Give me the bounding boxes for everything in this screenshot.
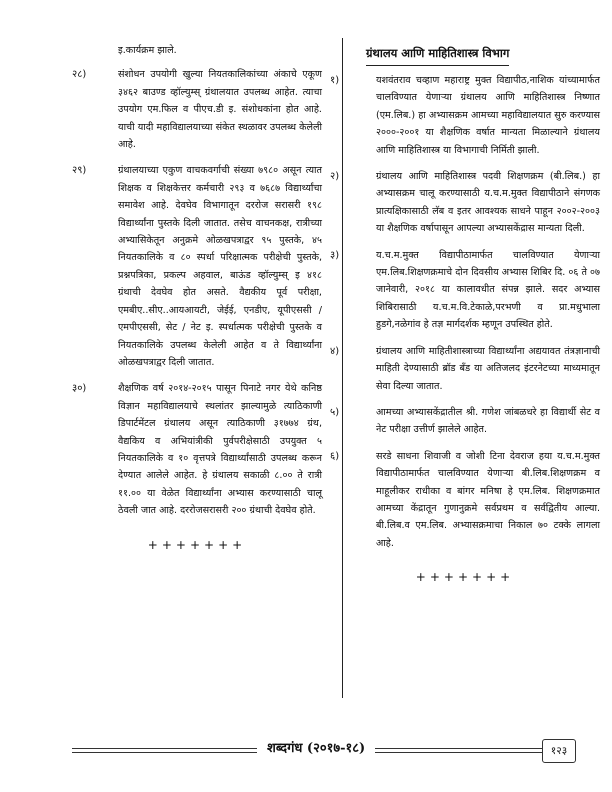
item-number: २९): [72, 165, 87, 177]
right-column: [330, 42, 600, 584]
item-text: ग्रंथालय आणि माहितिशास्त्र पदवी शिक्षणक्रम (बी.लिब.) हा अभ्यासक्रम चालू करण्यासाठी य.च.म.मुक्त विद्यापीठाने संगणक प्रात्यक्षिकासाठी लॅब व इतर आवश्यक साधने पाहून २००२-२००३ या शैक्षणिक वर्षापासून आपल्या अभ्यासकेंद्रास मान्यता दिली.: [376, 171, 600, 235]
section-title: ग्रंथालय आणि माहितिशास्त्र विभाग: [366, 46, 509, 66]
list-item: [330, 404, 600, 439]
item-text: संशोधन उपयोगी खुल्या नियतकालिकांच्या अंकाचे एकूण ३४६२ बाउण्ड व्हॉल्युम्स् ग्रंथालयात उपलब्ध आहेत. त्याचा उपयोग एम.फिल व पीएच.डी इ. संशोधकांना होत आहे. याची यादी महाविद्यालयाच्या संकेत स्थळावर उपलब्ध केलेली आहे.: [118, 69, 322, 151]
list-item: [330, 72, 600, 159]
item-number: ४): [330, 345, 340, 357]
list-item: [72, 380, 322, 519]
list-item: [330, 168, 600, 238]
item-text: सरडे साधना शिवाजी व जोशी टिना देवराज हया य.च.म.मुक्त विद्यापीठामार्फत चालविण्यात येणाऱ्या बी.लिब.शिक्षणक्रम व माहूलीकर राधीका व बांगर मनिषा हे एम.लिब. शिक्षणक्रमात आमच्या केंद्रातून गुणानुक्रमे सर्वप्रथम व सर्वद्वितीय आल्या. बी.लिब.व एम.लिब. अभ्यासक्रमाचा निकाल ७० टक्के लागला आहे.: [376, 450, 600, 549]
item-number: २८): [72, 69, 87, 81]
footer-title: शब्दगंध (२०१७-१८): [257, 738, 375, 756]
section-end-stars: +++++++: [147, 537, 247, 552]
section-end-stars: +++++++: [415, 570, 515, 585]
list-item: [330, 343, 600, 395]
item-text: यशवंतराव चव्हाण महाराष्ट्र मुक्त विद्यापीठ,नाशिक यांच्यामार्फत चालविण्यात येणाऱ्या ग्रंथालय आणि माहितिशास्त्र निष्णात (एम.लिब.) हा अभ्यासक्रम आमच्या महाविद्यालयात सुरु करण्यास २०००-२००१ या शैक्षणिक वर्षात मान्यता मिळाल्याने ग्रंथालय आणि माहितिशास्त्र या विभागाची निर्मिती झाली.: [376, 75, 600, 156]
item-number: १): [330, 75, 340, 86]
page-footer: [72, 738, 570, 764]
list-item: [330, 448, 600, 552]
list-item: [330, 247, 600, 334]
page-number: १२३: [542, 739, 576, 763]
item-text: ग्रंथालय आणि माहितीशास्त्राच्या विद्यार्थ्यांना अद्ययावत तंत्रज्ञानाची माहिती देण्यासाठी ब्रॉड बँड या अतिजलद इंटरनेटच्या माध्यमातून सेवा दिल्या जातात.: [376, 345, 600, 392]
item-number: ५): [330, 406, 340, 418]
item-number: ३०): [72, 383, 87, 395]
list-item: [72, 162, 322, 371]
left-continuation-text: इ.कार्यक्रम झाले.: [118, 45, 177, 56]
left-column: [72, 42, 322, 552]
item-number: ६): [330, 450, 340, 462]
item-text: आमच्या अभ्यासकेंद्रातील श्री. गणेश जांबळधरे हा विद्यार्थी सेट व नेट परीक्षा उत्तीर्ण झालेले आहेत.: [376, 406, 600, 436]
list-item: [72, 66, 322, 153]
item-text: य.च.म.मुक्त विद्यापीठामार्फत चालविण्यात येणाऱ्या एम.लिब.शिक्षणक्रमाचे दोन दिवसीय अभ्यास शिबिर दि. ०६ ते ०७ जानेवारी, २०१८ या कालावधीत संपन्न झाले. सदर अभ्यास शिबिरासाठी य.च.म.वि.टेकाळे,परभणी व प्रा.मधुभाला हुडगे,नळेगांव हे तज्ञ मार्गदर्शक म्हणून उपस्थित होते.: [376, 249, 600, 331]
item-text: ग्रंथालयाच्या एकुण वाचकवर्गाची संख्या ७९८० असून त्यात शिक्षक व शिक्षकेत्तर कर्मचारी २९३ व ७६८७ विद्यार्थ्यांचा समावेश आहे. देवघेव विभागातून दररोज सरासरी १९८ विद्यार्थ्यांना पुस्तके दिली जातात. तसेच वाचनकक्ष, रात्रीच्या अभ्यासिकेतून अनुक्रमे ओळखपत्राद्वर ९५ पुस्तके, ४५ नियतकालिके व ८० स्पर्धा परिक्षात्मक परीक्षेची पुस्तके, प्रश्नपत्रिका, प्रकल्प अहवाल, बाऊंड व्हॉल्युम्स् इ ४१८ ग्रंथाची देवघेव होत असते. वैद्यकीय पूर्व परीक्षा, एमबीए..सीए..आयआयटी, जेईई, एनडीए, यूपीएससी /एमपीएससी, सेट / नेट इ. स्पर्धात्मक परीक्षेची पुस्तके व नियतकालिके उपलब्ध केलेली आहेत व ते विद्यार्थ्यांना ओळखपत्राद्वर दिली जातात.: [118, 165, 322, 368]
item-number: ३): [330, 249, 340, 261]
item-number: २): [330, 171, 340, 183]
item-text: शैक्षणिक वर्ष २०१४-२०१५ पासून पिनाटे नगर येथे कनिष्ठ विज्ञान महाविद्यालयाचे स्थलांतर झाल्यामुळे त्याठिकाणी डिपार्टमेंटल ग्रंथालय असून त्याठिकाणी ३१७७४ ग्रंथ, वैद्यकिय व अभियांत्रीकी पुर्वपरीक्षेसाठी उपयुक्त ५ नियतकालिके व १० वृत्तपत्रे विद्यार्थ्यांसाठी उपलब्ध करून देण्यात आलेले आहेत. हे ग्रंथालय सकाळी ८.०० ते रात्री ११.०० या वेळेत विद्यार्थ्यांना अभ्यास करण्यासाठी चालू ठेवली जात आहे. दररोजसरासरी २०० ग्रंथाची देवघेव होते.: [118, 383, 322, 517]
